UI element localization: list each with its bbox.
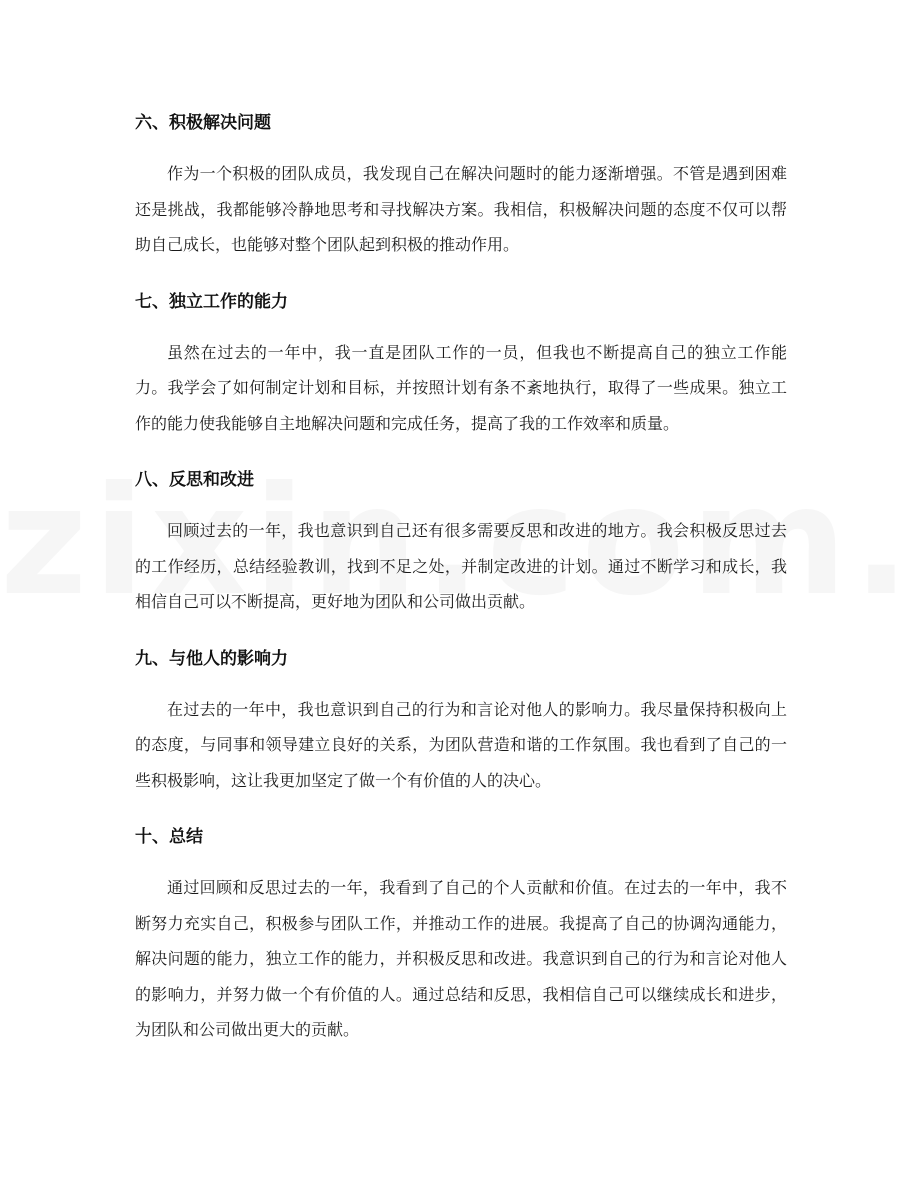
- section-title: 九、与他人的影响力: [135, 648, 288, 669]
- section-paragraph: 通过回顾和反思过去的一年，我看到了自己的个人贡献和价值。在过去的一年中，我不断努力充实自己，积极参与团队工作，并推动工作的进展。我提高了自己的协调沟通能力，解决问题的能力，独立工作的能力，并积极反思和改进。我意识到自己的行为和言论对他人的影响力，并努力做一个有价值的人。通过总结和反思，我相信自己可以继续成长和进步，为团队和公司做出更大的贡献。: [135, 878, 787, 1039]
- section-paragraph: 在过去的一年中，我也意识到自己的行为和言论对他人的影响力。我尽量保持积极向上的态度，与同事和领导建立良好的关系，为团队营造和谐的工作氛围。我也看到了自己的一些积极影响，这让我更加坚定了做一个有价值的人的决心。: [135, 699, 787, 790]
- section-8: [135, 461, 787, 620]
- section-paragraph: 回顾过去的一年，我也意识到自己还有很多需要反思和改进的地方。我会积极反思过去的工作经历，总结经验教训，找到不足之处，并制定改进的计划。通过不断学习和成长，我相信自己可以不断提高，更好地为团队和公司做出贡献。: [135, 521, 787, 611]
- section-paragraph: 虽然在过去的一年中，我一直是团队工作的一员，但我也不断提高自己的独立工作能力。我学会了如何制定计划和目标，并按照计划有条不紊地执行，取得了一些成果。独立工作的能力使我能够自主地解决问题和完成任务，提高了我的工作效率和质量。: [135, 342, 787, 433]
- document-content: [135, 104, 787, 1048]
- section-7: [135, 283, 787, 442]
- section-paragraph: 作为一个积极的团队成员，我发现自己在解决问题时的能力逐渐增强。不管是遇到困难还是挑战，我都能够冷静地思考和寻找解决方案。我相信，积极解决问题的态度不仅可以帮助自己成长，也能够对整个团队起到积极的推动作用。: [135, 164, 787, 254]
- section-title: 十、总结: [135, 827, 203, 847]
- section-10: [135, 818, 787, 1048]
- section-6: [135, 104, 787, 263]
- section-9: [135, 640, 787, 799]
- section-title: 七、独立工作的能力: [135, 291, 288, 312]
- section-title: 八、反思和改进: [135, 470, 254, 490]
- section-title: 六、积极解决问题: [135, 113, 271, 133]
